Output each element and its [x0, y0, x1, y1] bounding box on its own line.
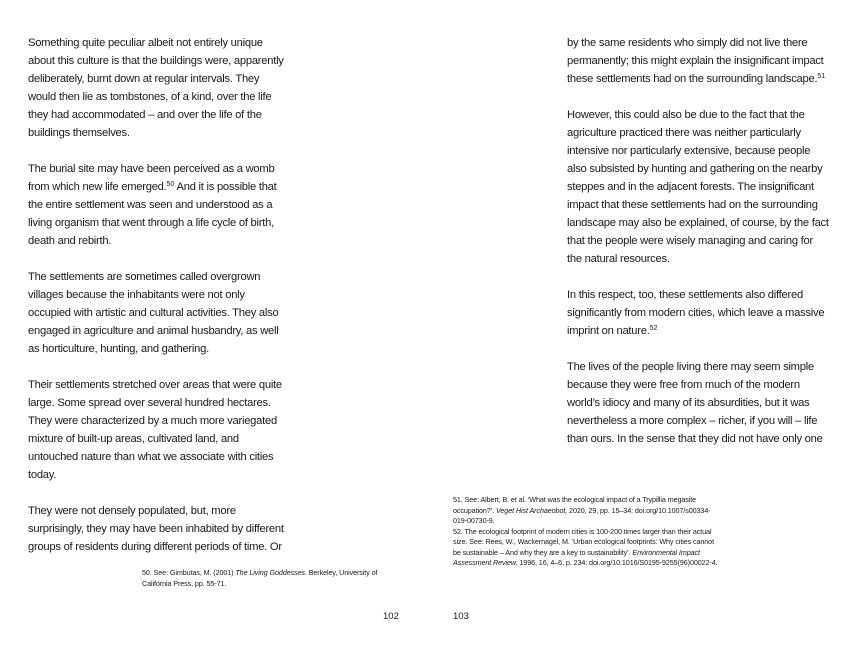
- paragraph: by the same residents who simply did not live there permanently; this might explain the insignificant impact these settlements had on the surrounding landscape.$^{51}$: [567, 37, 826, 85]
- paragraph: They were not densely populated, but, more surprisingly, they may have been inhabited by different groups of residents during different periods of time. Or: [28, 505, 284, 553]
- page-number: 103: [453, 611, 469, 622]
- left-footnotes: [142, 568, 392, 589]
- paragraph: In this respect, too, these settlements also differed significantly from modern cities, which leave a massive imprint on nature.$^{52}$: [567, 289, 825, 337]
- paragraph: However, this could also be due to the fact that the agriculture practiced there was neither particularly intensive nor particularly extensive, because people also subsisted by hunting and gathering on the nearby steppes and in the adjacent forests. The insignificant impact that these settlements had on the surrounding landscape may also be explained, of course, by the fact that the people were wisely managing and caring for the natural resources.: [567, 109, 829, 265]
- footnote-50: 50. See: Gimbutas, M. (2001) The Living Goddesses. Berkeley, University of California Press, pp. 55-71.: [142, 568, 378, 588]
- footnote-51: 51. See: Albert, B. et al. ‘What was the ecological impact of a Trypillia megasite occupation?’. Veget Hist Archaeobot, 2020, 29, pp. 15–34: doi.org/10.1007/s00334-019-00730-9.: [453, 495, 711, 525]
- footnote-ref-52[interactable]: 52: [649, 325, 658, 332]
- paragraph: The settlements are sometimes called overgrown villages because the inhabitants were not only occupied with artistic and cultural activities. They also engaged in agriculture and animal husbandry, as well as horticulture, hunting, and gathering.: [28, 271, 279, 355]
- right-body-text: [567, 34, 829, 448]
- footnote-ref-51[interactable]: 51: [817, 73, 826, 80]
- page-number: 102: [383, 611, 399, 622]
- left-body-text: [28, 34, 290, 556]
- right-footnotes: [453, 495, 718, 569]
- paragraph: The lives of the people living there may seem simple because they were free from much of the modern world’s idiocy and many of its absurdities, but it was nevertheless a more complex – richer, if you will – life than ours. In the sense that they did not have only one: [567, 361, 823, 445]
- paragraph: The burial site may have been perceived as a womb from which new life emerged.$^{50}$ And it is possible that the entire settlement was seen and understood as a living organism that went through a life cycle of birth, death and rebirth.: [28, 163, 277, 247]
- footnote-52: 52. The ecological footprint of modern cities is 100-200 times larger than their actual size. See: Rees, W., Wackernagel, M. ‘Urban ecological footprints: Why cities cannot be sustainable – And why they are a key to sustainability’. Environmental Impact Assessment Review, 1996, 16, 4–6, p. 234: doi.org/10.1016/S0195-9255(96)00022-4.: [453, 526, 718, 567]
- right-page: [425, 0, 850, 652]
- footnote-ref-50[interactable]: 50: [166, 181, 175, 188]
- paragraph: Something quite peculiar albeit not entirely unique about this culture is that the buildings were, apparently deliberately, burnt down at regular intervals. They would then lie as tombstones, of a kind, over the life they had accommodated – and over the life of the buildings themselves.: [28, 37, 284, 139]
- paragraph: Their settlements stretched over areas that were quite large. Some spread over several hundred hectares. They were characterized by a much more variegated mixture of built-up areas, cultivated land, and untouched nature than what we associate with cities today.: [28, 379, 282, 481]
